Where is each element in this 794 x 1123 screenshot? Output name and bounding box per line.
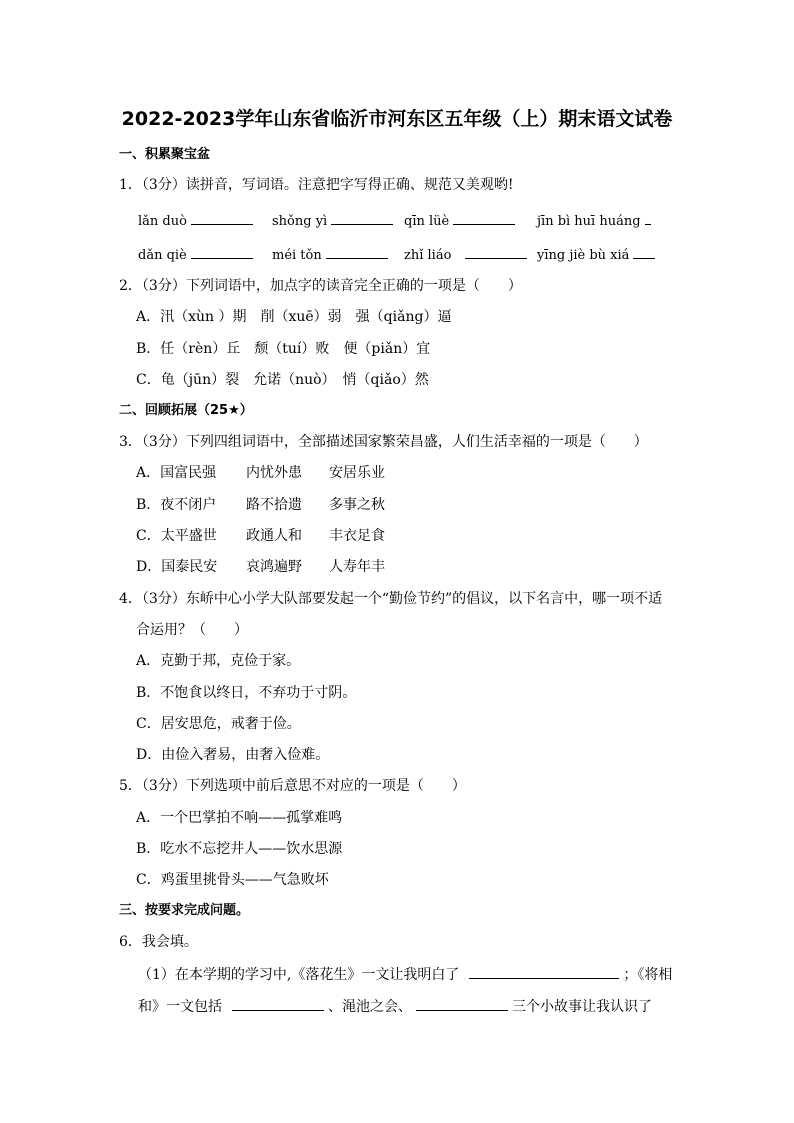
option-word: 路不拾遗 [246, 497, 302, 513]
pinyin-item [272, 210, 397, 231]
question-3-option-c[interactable] [136, 527, 385, 545]
option-word: A．国富民强 [136, 465, 217, 481]
question-5-option-a[interactable]: A．一个巴掌拍不响——孤掌难鸣 [136, 810, 343, 826]
option-word: 政通人和 [246, 528, 302, 544]
question-3-stem: 3．（3分）下列四组词语中，全部描述国家繁荣昌盛，人们生活幸福的一项是（ ） [119, 434, 648, 450]
answer-blank[interactable] [465, 244, 527, 259]
question-2-option-c[interactable]: C．龟（jūn）裂 允诺（nuò） 悄（qiǎo）然 [136, 372, 429, 388]
answer-blank[interactable] [469, 964, 619, 979]
pinyin-text: yīng jiè bù xiá [537, 248, 630, 263]
answer-blank[interactable] [191, 244, 253, 259]
answer-blank[interactable] [453, 210, 515, 225]
question-4-option-b[interactable]: B．不饱食以终日，不弃功于寸阴。 [136, 685, 357, 701]
option-word: 丰衣足食 [329, 528, 385, 544]
pinyin-item [138, 244, 257, 265]
question-3-option-d[interactable] [136, 558, 385, 576]
option-word: 内忧外患 [246, 465, 302, 481]
pinyin-item [537, 210, 655, 231]
question-5-stem: 5．（3分）下列选项中前后意思不对应的一项是（ ） [119, 778, 466, 794]
pinyin-text: zhǐ liáo [404, 248, 452, 263]
pinyin-text: méi tǒn [272, 248, 322, 263]
answer-blank[interactable] [645, 210, 651, 225]
fill-text: 三个小故事让我认识了 [512, 999, 652, 1015]
option-word: 人寿年丰 [329, 559, 385, 575]
option-word: C．太平盛世 [136, 528, 217, 544]
option-word: 哀鸿遍野 [246, 559, 302, 575]
question-2-option-b[interactable]: B．任（rèn）丘 颓（tuí）败 便（piǎn）宜 [136, 341, 431, 357]
answer-blank[interactable] [326, 244, 388, 259]
fill-text: （1）在本学期的学习中,《落花生》一文让我明白了 [138, 967, 460, 983]
option-word: D．国泰民安 [136, 559, 218, 575]
question-4-option-a[interactable]: A．克勤于邦，克俭于家。 [136, 653, 301, 669]
question-1-stem: 1．（3分）读拼音，写词语。注意把字写得正确、规范又美观哟! [119, 177, 514, 193]
question-6-line-1 [138, 964, 672, 984]
option-word: 安居乐业 [329, 465, 385, 481]
option-word: B．夜不闭户 [136, 497, 217, 513]
pinyin-text: qīn lüè [404, 214, 450, 229]
fill-text: 和》一文包括 [138, 999, 222, 1015]
pinyin-text: lǎn duò [138, 214, 187, 229]
question-2-stem: 2．（3分）下列词语中，加点字的读音完全正确的一项是（ ） [119, 278, 522, 294]
page-title: 2022-2023学年山东省临沂市河东区五年级（上）期末语文试卷 [121, 108, 673, 130]
option-word: 多事之秋 [329, 497, 385, 513]
answer-blank[interactable] [416, 996, 508, 1011]
section-heading-3: 三、按要求完成问题。 [119, 903, 250, 918]
question-2-option-a[interactable]: A．汛（xùn ）期 削（xuē）弱 强（qiǎng）逼 [136, 309, 452, 325]
question-3-option-b[interactable] [136, 496, 385, 514]
pinyin-text: jīn bì huī huáng [537, 214, 641, 229]
pinyin-text: dǎn qiè [138, 248, 187, 263]
fill-text: 、渑池之会、 [328, 999, 412, 1015]
question-3-option-a[interactable] [136, 464, 385, 482]
pinyin-item [272, 244, 392, 265]
question-6-stem: 6．我会填。 [119, 934, 198, 950]
question-4-option-d[interactable]: D．由俭入奢易，由奢入俭难。 [136, 747, 330, 763]
answer-blank[interactable] [191, 210, 253, 225]
pinyin-item [404, 210, 519, 231]
question-5-option-b[interactable]: B．吃水不忘挖井人——饮水思源 [136, 841, 343, 857]
fill-text: ；《将相 [623, 967, 673, 983]
question-4-stem-continued: 合运用？（ ） [136, 622, 248, 638]
answer-blank[interactable] [232, 996, 324, 1011]
section-heading-2: 二、回顾拓展（25★） [119, 403, 253, 418]
pinyin-item [138, 210, 257, 231]
question-5-option-c[interactable]: C．鸡蛋里挑骨头——气急败坏 [136, 872, 329, 888]
answer-blank[interactable] [633, 244, 655, 259]
pinyin-item [537, 244, 659, 265]
answer-blank[interactable] [331, 210, 393, 225]
question-4-stem: 4．（3分）东峤中心小学大队部要发起一个“勤俭节约”的倡议，以下名言中，哪一项不适 [119, 591, 663, 607]
question-6-line-2 [138, 996, 652, 1016]
pinyin-text: shǒng yì [272, 214, 328, 229]
pinyin-item [404, 244, 531, 265]
question-4-option-c[interactable]: C．居安思危，戒奢于俭。 [136, 716, 301, 732]
section-heading-1: 一、积累聚宝盆 [119, 147, 211, 162]
